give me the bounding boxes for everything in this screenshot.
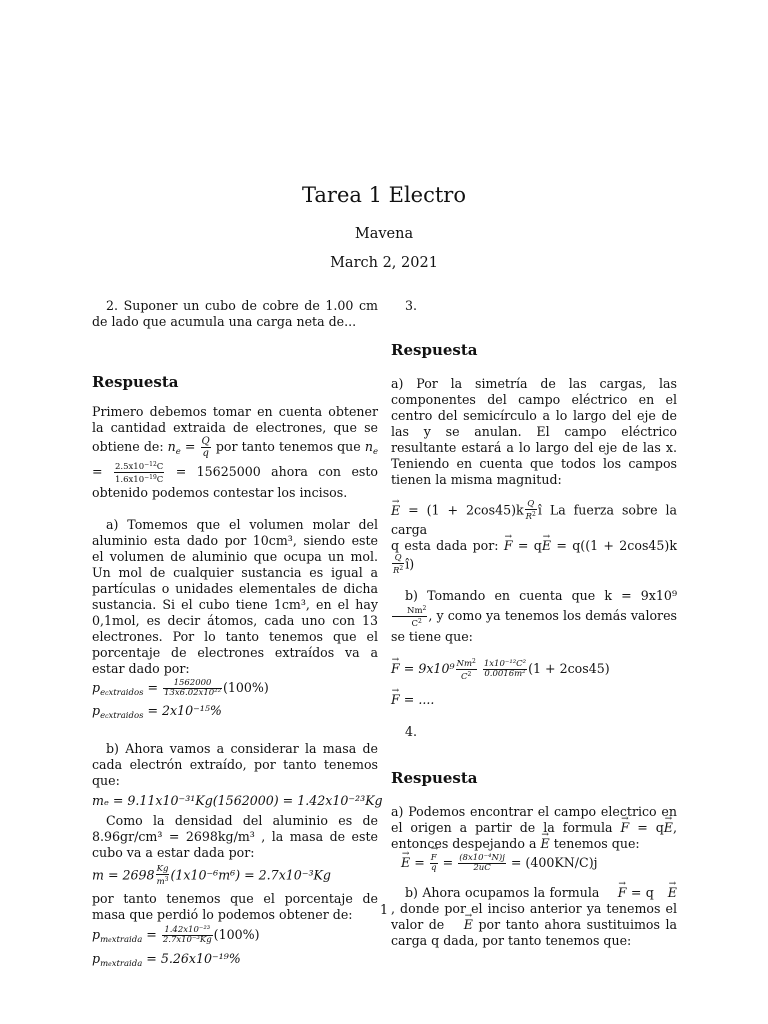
paper-date: March 2, 2021: [330, 255, 438, 271]
part-b-text-a: b) Tomando en cuenta que k = 9x10⁹: [405, 588, 677, 603]
eq-b3-numerator: 1.42x10⁻²³: [162, 926, 213, 936]
equation-b2: m = 2698 $\frac{Kg}{m^3}$ (1x10⁻⁶m⁶) = 2.7x10⁻³Kg: [92, 864, 331, 887]
equation-b4: $p_{mextraida} = 5.26x10^{-19}\%$: [92, 951, 241, 969]
eq-b4-value: = 5.26x10⁻¹⁹%: [146, 951, 241, 966]
eq2-tail: (1 + 2cos45): [528, 661, 610, 676]
eq2-frac-num: 1x10⁻¹²C²: [483, 659, 527, 669]
eq-b2-tail: (1x10⁻⁶m⁶) = 2.7x10⁻³Kg: [170, 867, 331, 883]
eq2-pre: = 9x10⁹: [403, 661, 455, 676]
eq-a1-numerator: 1562000: [163, 679, 222, 689]
eq4-tail: = (400KN/C)j: [510, 855, 598, 870]
answer-heading: Respuesta: [92, 373, 179, 391]
part-a-text: a) Tomemos que el volumen molar del aluminio esta dado por 10cm³, siendo este el volumen de aluminio que ocupa un mol. Un mol de cualquier sustancia es igual a partículas o unidades elementales de dicha sustancia. Si el cubo tiene 1cm³, en el hay 0,1mol, es decir átomos, cada uno con 13 electrones. Por lo tanto tenemos que el porcentaje de electrones extraídos va a estar dado por:: [92, 517, 378, 676]
eq-a1-tail: (100%): [222, 680, 269, 695]
problem-3-label: 3.: [405, 298, 418, 313]
intro-text-2: por tanto tenemos que: [215, 439, 361, 454]
part4-b1-text: b) Ahora ocupamos la formula: [405, 885, 600, 900]
left-column: [92, 298, 383, 973]
part-b-text: b) Ahora vamos a considerar la masa de cada electrón extraído, por tanto tenemos que:: [92, 741, 378, 788]
intro-text-1: Primero debemos tomar en cuenta obtener la cantidad extraida de electrones, que se obtiene de:: [92, 404, 378, 454]
problem-2-statement: 2. Suponer un cubo de cobre de 1.00 cm de lado que acumula una carga neta de...: [92, 298, 378, 329]
equation-field: → E = (1 + 2cos45)k $\frac{Q}{R^2}$ î La fuerza sobre la carga q esta dada por: → F = q→ E = q((1 + 2cos45)k $\frac{Q}{R^2}$ î): [391, 500, 677, 576]
mass-text: por tanto tenemos que el porcentaje de masa que perdió lo podemos obtener de:: [92, 891, 378, 922]
density-text: Como la densidad del aluminio es de 8.96gr/cm³ = 2698kg/m³ , la masa de este cubo va a estar dada por:: [92, 813, 378, 860]
eq-a2-value: = 2x10⁻¹⁵%: [147, 703, 222, 718]
problem-4-label: 4.: [405, 724, 418, 739]
part4-a2-text: , entonces despejando a: [391, 820, 677, 851]
intro-text-3: = 15625000 ahora con esto obtenido podemos contestar los incisos.: [92, 464, 378, 500]
paper-author: Mavena: [354, 226, 414, 242]
eq4-den: 2uC: [473, 863, 491, 873]
eq-b3-tail: (100%): [213, 927, 260, 942]
part4-b3-text: por tanto ahora sustituimos la carga q dada, por tanto tenemos que:: [391, 917, 677, 948]
equation-b3: $p_{mextraida}$ = $\frac{\text{1.42x10⁻²³}}{\text{2.7x10⁻³Kg}}$ (100%): [92, 925, 260, 945]
equation-a2: $p_{ecxtraidos} = 2x10^{-15}\%$: [92, 703, 222, 721]
problem-4-part-b: b) Ahora ocupamos la formula → F = q→ E, donde por el inciso anterior ya tenemos el valor de → E por tanto ahora sustituimos la carga q dada, por tanto tenemos que:: [391, 885, 677, 949]
eq1-mid: î La fuerza sobre la carga: [391, 502, 677, 537]
eq-b2-head: m = 2698: [92, 867, 155, 883]
right-column: [391, 298, 677, 949]
part4-a3-text: tenemos que:: [553, 836, 640, 851]
eq-a1-denominator: 13x6.02x10²²: [164, 688, 221, 698]
answer-heading-3: Respuesta: [391, 341, 478, 359]
eq4-num: (8x10⁻⁴N)j: [459, 853, 505, 863]
problem-3-part-b: b) Tomando en cuenta que k = 9x10⁹ $\frac{Nm^2}{C^2}$ , y como ya tenemos los demás valores se tiene que:: [391, 588, 677, 644]
part4-a-text: a) Podemos encontrar el campo electrico en el origen a partir de la formula: [391, 804, 677, 835]
problem-4-part-a: a) Podemos encontrar el campo electrico en el origen a partir de la formula → F = q→ E, entonces despejando a → E tenemos que:: [391, 804, 677, 852]
part4-b2-text: , donde por el inciso anterior ya tenemos el valor de: [391, 901, 677, 932]
part-b-text-b: , y como ya tenemos los demás valores se tiene que:: [391, 608, 677, 644]
paper-title: Tarea 1 Electro: [302, 183, 466, 207]
equation-a1: $p_{ecxtraidos}$ = $\frac{1562000}{\text{13x6.02x10²²}}$ (100%): [92, 678, 269, 698]
page-number: 1: [379, 902, 388, 917]
equation-force-result: → F = ....: [391, 692, 677, 708]
eq1-pre: = (1 + 2cos45)k: [408, 502, 524, 518]
eq1-line2-a: q esta dada por:: [391, 538, 499, 553]
eq3-value: = ....: [403, 692, 435, 707]
equation-electric-field: → E = → $\frac{F}{q}$ = $\frac{\text{(8x10⁻⁴N)j}}{2uC}$ = (400KN/C)j: [401, 854, 677, 873]
eq1-line2-b: = q((1 + 2cos45)k: [556, 538, 677, 553]
answer-heading-4: Respuesta: [391, 769, 478, 787]
eq-b3-denominator: 2.7x10⁻³Kg: [162, 935, 212, 945]
equation-force: → F = 9x10⁹ $\frac{Nm^2}{C^2}$ $\frac{\text{1x10⁻¹²C²}}{\text{0.0016m²}}$ (1 + 2cos45): [391, 657, 677, 682]
problem-3-part-a: a) Por la simetría de las cargas, las componentes del campo eléctrico en el centro del semicírculo a lo largo del eje de las y se anulan. El campo eléctrico resultante estará a lo largo del eje de las x. Teniendo en cuenta que todos los campos tienen la misma magnitud:: [391, 376, 677, 487]
equation-b1: mₑ = 9.11x10⁻³¹Kg(1562000) = 1.42x10⁻²³Kg: [92, 793, 383, 808]
intro-paragraph: Primero debemos tomar en cuenta obtener la cantidad extraida de electrones, que se obtiene de: $n_e$ = $\frac{Q}{q}$ por tanto tenemos que $n_e$ = $\frac{2.5x10^{-12}C}{1.6x10^{-19}C}$ = 15625000 ahora con esto obtenido podemos contestar los incisos.: [92, 404, 378, 500]
eq2-frac-den: 0.0016m²: [484, 669, 526, 679]
